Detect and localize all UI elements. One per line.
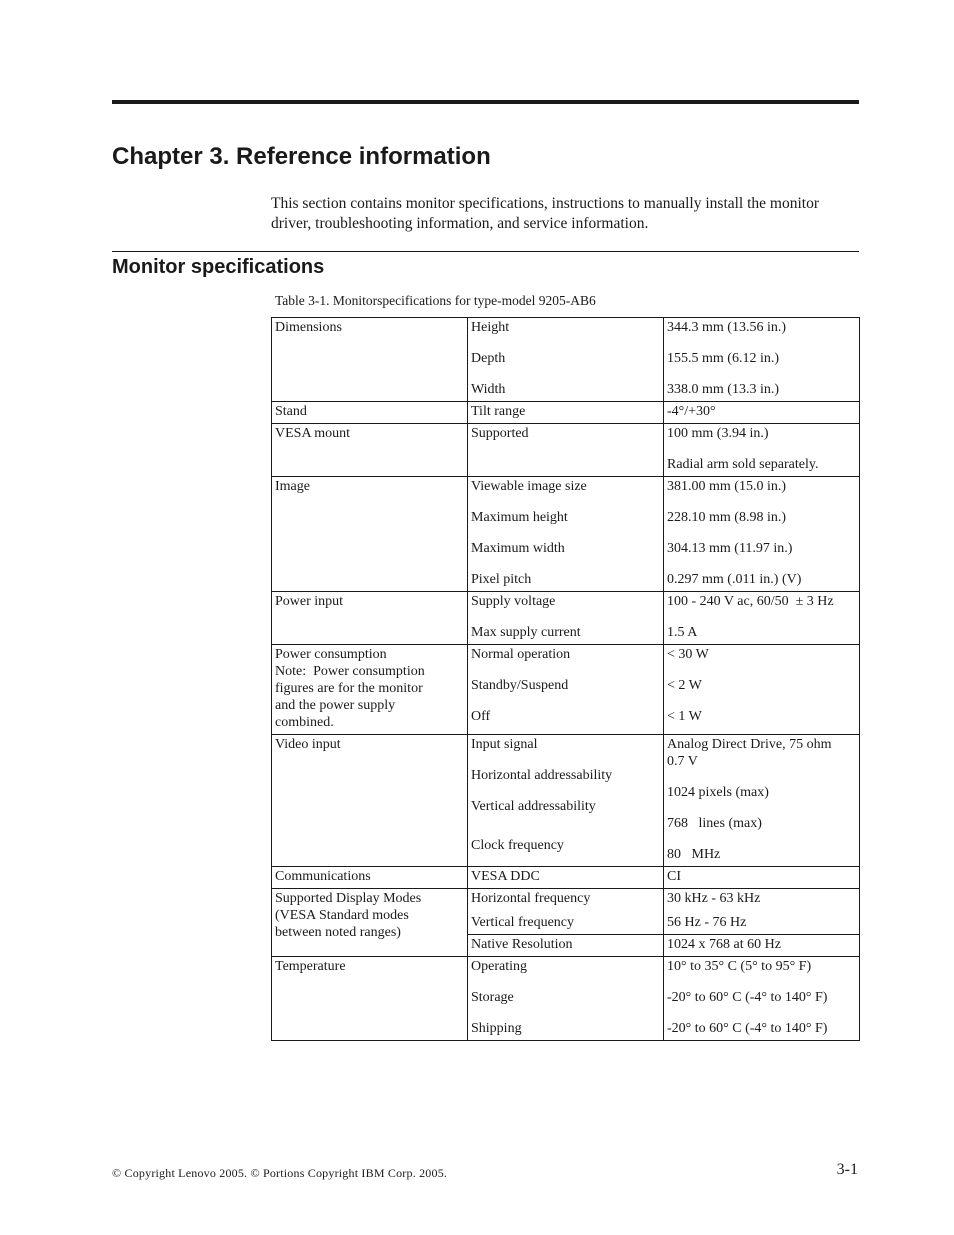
spec-items — [468, 645, 664, 735]
spec-value: 0.7 V — [667, 754, 698, 769]
spec-item: Horizontal addressability — [471, 768, 613, 783]
chapter-top-rule — [112, 100, 859, 104]
spec-values — [664, 477, 860, 592]
spec-value: 344.3 mm (13.56 in.) — [667, 320, 786, 335]
spec-label: Temperature — [275, 959, 346, 974]
footer-copyright: © Copyright Lenovo 2005. © Portions Copyright IBM Corp. 2005. — [112, 1166, 448, 1180]
spec-label: Power consumption — [275, 647, 387, 662]
spec-item: Maximum height — [471, 510, 568, 525]
table-row — [272, 957, 860, 1041]
spec-value: 1024 x 768 at 60 Hz — [667, 937, 781, 952]
spec-value: 10° to 35° C (5° to 95° F) — [667, 959, 812, 974]
spec-category — [272, 867, 468, 889]
spec-value: 304.13 mm (11.97 in.) — [667, 541, 793, 556]
spec-value: 56 Hz - 76 Hz — [667, 915, 747, 930]
spec-value: -20° to 60° C (-4° to 140° F) — [667, 990, 828, 1005]
spec-value: < 30 W — [667, 647, 709, 662]
spec-items — [468, 318, 664, 402]
spec-value: 155.5 mm (6.12 in.) — [667, 351, 779, 366]
spec-item: Maximum width — [471, 541, 565, 556]
spec-label: Supported Display Modes — [275, 891, 422, 906]
spec-items — [468, 935, 664, 957]
spec-value: < 2 W — [667, 678, 702, 693]
spec-item: VESA DDC — [471, 869, 540, 884]
spec-category — [272, 592, 468, 645]
table-row — [272, 735, 860, 867]
spec-label: (VESA Standard modes — [275, 908, 409, 923]
table-row — [272, 592, 860, 645]
spec-label: Dimensions — [275, 320, 342, 335]
page-number: 3-1 — [836, 1161, 858, 1178]
spec-label: Communications — [275, 869, 371, 884]
spec-note: figures are for the monitor — [275, 681, 423, 696]
spec-category — [272, 477, 468, 592]
spec-items — [468, 592, 664, 645]
spec-value: 1024 pixels (max) — [667, 785, 769, 800]
spec-values — [664, 318, 860, 402]
spec-items — [468, 867, 664, 889]
spec-values — [664, 645, 860, 735]
spec-label: between noted ranges) — [275, 925, 401, 940]
spec-label: Image — [275, 479, 310, 494]
spec-value: 1.5 A — [667, 625, 698, 640]
spec-item: Normal operation — [471, 647, 571, 662]
spec-value: 30 kHz - 63 kHz — [667, 891, 761, 906]
spec-item: Vertical frequency — [471, 915, 574, 930]
spec-item: Supply voltage — [471, 594, 556, 609]
spec-value: 228.10 mm (8.98 in.) — [667, 510, 786, 525]
table-row — [272, 867, 860, 889]
spec-category — [272, 402, 468, 424]
spec-values — [664, 592, 860, 645]
specifications-table — [271, 317, 860, 1041]
spec-item: Horizontal frequency — [471, 891, 591, 906]
spec-value: < 1 W — [667, 709, 702, 724]
spec-value: CI — [667, 869, 681, 884]
spec-value: 100 - 240 V ac, 60/50 ± 3 Hz — [667, 594, 834, 609]
table-row — [272, 424, 860, 477]
spec-item: Native Resolution — [471, 937, 573, 952]
table-row — [272, 477, 860, 592]
spec-items — [468, 477, 664, 592]
spec-item: Off — [471, 709, 491, 724]
table-row — [272, 318, 860, 402]
spec-category — [272, 735, 468, 867]
spec-label: Video input — [275, 737, 341, 752]
chapter-title: Chapter 3. Reference information — [112, 143, 491, 170]
spec-label: Power input — [275, 594, 344, 609]
section-title: Monitor specifications — [112, 256, 325, 278]
spec-values — [664, 424, 860, 477]
table-row — [272, 402, 860, 424]
spec-items — [468, 735, 664, 867]
table-row — [272, 889, 860, 935]
spec-value: -20° to 60° C (-4° to 140° F) — [667, 1021, 828, 1036]
spec-item: Standby/Suspend — [471, 678, 569, 693]
spec-value: Radial arm sold separately. — [667, 457, 819, 472]
spec-note: and the power supply — [275, 698, 396, 713]
spec-label: Stand — [275, 404, 307, 419]
section-rule — [112, 251, 859, 252]
spec-value: 0.297 mm (.011 in.) (V) — [667, 572, 802, 587]
spec-label: VESA mount — [275, 426, 351, 441]
spec-item: Width — [471, 382, 506, 397]
spec-item: Clock frequency — [471, 838, 564, 853]
spec-item: Shipping — [471, 1021, 522, 1036]
spec-item: Viewable image size — [471, 479, 587, 494]
spec-item: Depth — [471, 351, 506, 366]
spec-value: 100 mm (3.94 in.) — [667, 426, 769, 441]
table-row — [272, 645, 860, 735]
spec-values — [664, 889, 860, 935]
spec-values — [664, 935, 860, 957]
spec-category — [272, 957, 468, 1041]
spec-item: Input signal — [471, 737, 538, 752]
spec-items — [468, 424, 664, 477]
spec-items — [468, 402, 664, 424]
spec-values — [664, 957, 860, 1041]
spec-item: Max supply current — [471, 625, 581, 640]
spec-item: Supported — [471, 426, 529, 441]
spec-values — [664, 867, 860, 889]
spec-item: Tilt range — [471, 404, 526, 419]
spec-item: Pixel pitch — [471, 572, 532, 587]
spec-items — [468, 889, 664, 935]
spec-note: Note: Power consumption — [275, 664, 425, 679]
spec-value: -4°/+30° — [667, 404, 716, 419]
spec-value: 80 MHz — [667, 847, 721, 862]
spec-category — [272, 645, 468, 735]
spec-items — [468, 957, 664, 1041]
spec-value: Analog Direct Drive, 75 ohm — [667, 737, 832, 752]
spec-category — [272, 318, 468, 402]
spec-item: Storage — [471, 990, 514, 1005]
spec-value: 338.0 mm (13.3 in.) — [667, 382, 779, 397]
spec-note: combined. — [275, 715, 334, 730]
spec-values — [664, 402, 860, 424]
spec-values — [664, 735, 860, 867]
spec-item: Operating — [471, 959, 527, 974]
spec-category — [272, 424, 468, 477]
spec-item: Vertical addressability — [471, 799, 596, 814]
chapter-intro: This section contains monitor specifications, instructions to manually install the monitor driver, troubleshooting information, and service information. — [271, 195, 820, 232]
spec-category — [272, 889, 468, 957]
table-caption: Table 3-1. Monitorspecifications for type-model 9205-AB6 — [275, 293, 596, 308]
spec-value: 381.00 mm (15.0 in.) — [667, 479, 786, 494]
spec-value: 768 lines (max) — [667, 816, 762, 831]
spec-item: Height — [471, 320, 510, 335]
